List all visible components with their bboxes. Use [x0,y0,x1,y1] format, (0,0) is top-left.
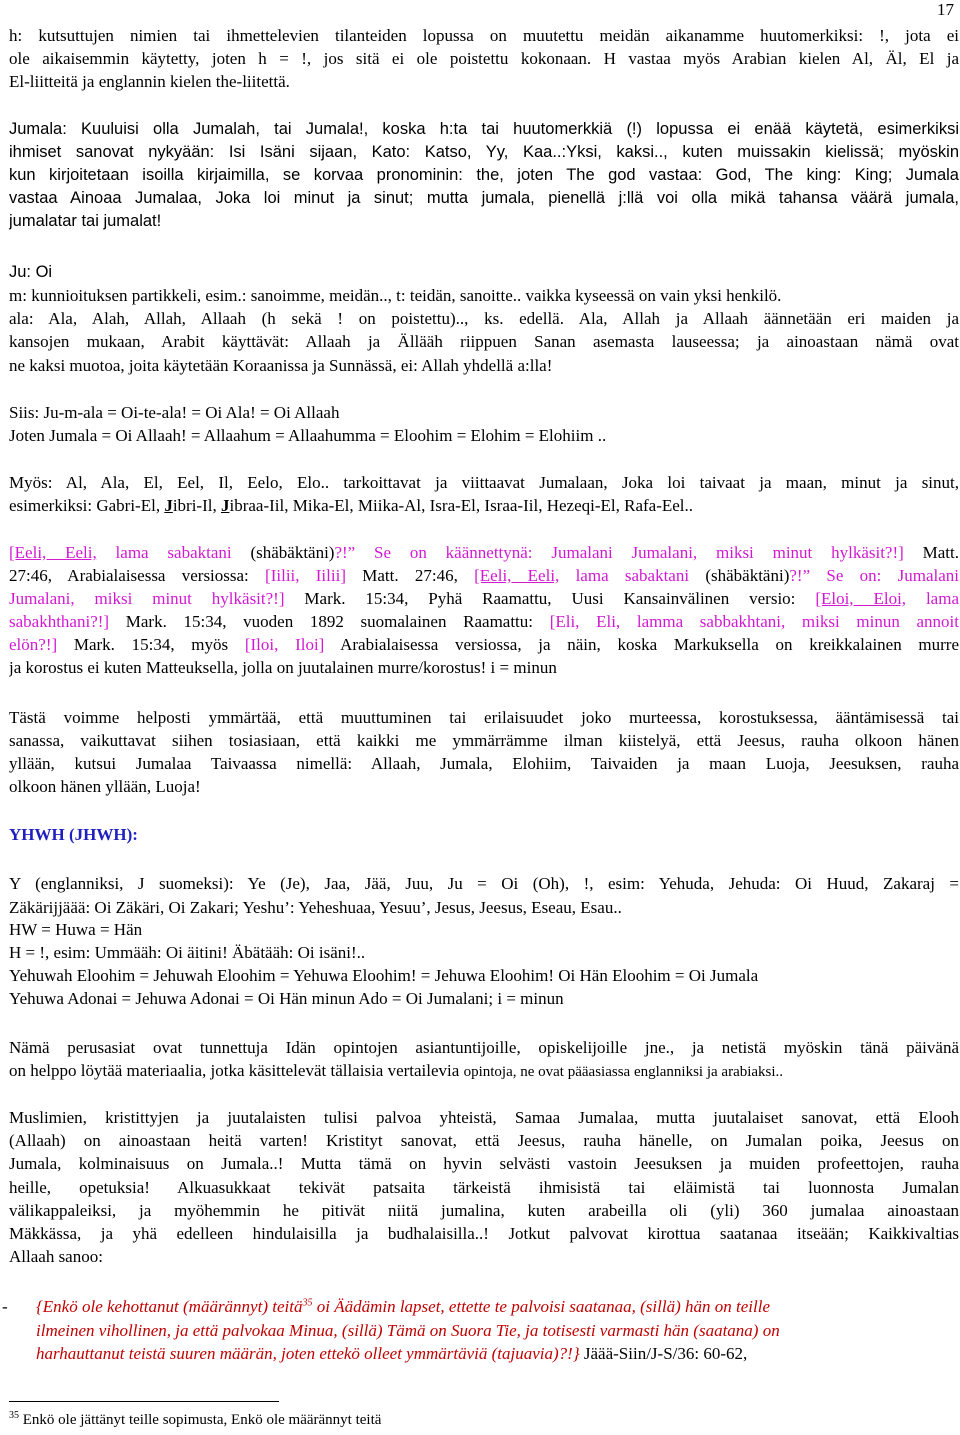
text-run: lama sabaktani [559,566,690,585]
text-line [9,634,959,656]
text-run: [Iloi, Iloi] [244,635,325,654]
text-line: ihmiset sanovat nykyään: Isi Isäni sijaan, Kato: Katso, Yy, Kaa..:Yksi, kaksi.., kuten muissakin kielissä; myöskin [9,143,959,161]
text-line [9,588,959,610]
text-run: Matt. 27:46, [346,566,475,585]
text-line: ne kaksi muotoa, joita käytetään Koraanissa ja Sunnässä, ei: Allah yhdellä a:lla! [9,356,553,375]
text-line: Mäkkässa, ja yhä edelleen hindulaisilla ja budhalaisilla..! Jotkut palvovat kirottua saatanaa itseään; Kaikkivaltias [9,1224,959,1243]
text-line: ja korostus ei kuten Matteuksella, jolla on juutalainen murre/korostus! i = minun [9,658,557,677]
text-line [9,542,959,564]
text-line: ole aikaisemmin käytetty, joten h = !, jos sitä ei ole poistettu kokonaan. H vastaa myös Arabian kielen Al, Äl, El ja [9,49,959,68]
text-line: Joten Jumala = Oi Allaah! = Allaahum = Allaahumma = Eloohim = Elohim = Elohiim .. [9,426,607,445]
text-line: Yehuwa Adonai = Jehuwa Adonai = Oi Hän minun Ado = Oi Jumalani; i = minun [9,989,564,1008]
text-line: sanassa, vaikuttavat siihen tosiasiaan, että kaikki me ymmärrämme ilman kiistelyä, että Jeesus, rauha olkoon hänen [9,731,959,750]
text-line: Zäkärijjäää: Oi Zäkäri, Oi Zakari; Yeshu’: Yeheshuaa, Yesuu’, Jesus, Jeesus, Eseau, Esau.. [9,898,622,917]
text-run: J [164,496,173,515]
text-line: HW = Huwa = Hän [9,920,143,939]
text-line: Tästä voimme helposti ymmärtää, että muuttuminen tai erilaisuudet joko murteessa, korostuksessa, ääntämisessä tai [9,708,959,727]
text-line: jumalatar tai jumalat! [9,212,162,230]
text-run: (shäbäktäni) [231,543,335,562]
text-line: heille, opetuksia! Alkuasukkaat tekivät patsaita tärkeistä ihmisistä tai eläimistä tai luonnosta Jumalan [9,1178,959,1197]
text-line: Y (englanniksi, J suomeksi): Ye (Je), Jaa, Jää, Juu, Ju = Oi (Oh), !, esim: Yehuda, Jehuda: Oi Huud, Zakaraj = [9,874,959,893]
text-line: El-liitteitä ja englannin kielen the-liitettä. [9,72,290,91]
text-line: yllään, kutsui Jumalaa Taivaassa nimellä: Allaah, Jumala, Elohiim, Taivaiden ja maan Luoja, Jeesuksen, rauha [9,754,959,773]
text-line: m: kunnioituksen partikkeli, esim.: sanoimme, meidän.., t: teidän, sanoitte.. vaikka kyseessä on vain yksi henkilö. [9,286,782,305]
text-run: Mark. 15:34, Pyhä Raamattu, Uusi Kansainvälinen versio: [284,589,816,608]
text-line: Jumala: Kuuluisi olla Jumalah, tai Jumala!, koska h:ta tai huutomerkkiä (!) lopussa ei enää käytetä, esimerkiksi [9,120,959,138]
text-line: kansojen mukaan, Arabit käyttävät: Allaah ja Ällääh riippuen Sanan asemasta lauseessa; ja ainoastaan nämä ovat [9,332,959,351]
text-run: {Enkö ole kehottanut (määrännyt) teitä [36,1297,303,1316]
list-dash: - [2,1297,8,1316]
text-line: välikappaleiksi, ja myöhemmin he pitivät niitä jumalina, kuten arabeilla oli (yli) 360 jumalaa ainoastaan [9,1201,959,1220]
text-run: Arabialaisessa versiossa, ja näin, koska Markuksella on kreikkalainen murre [324,635,959,654]
footnote-text: Enkö ole jättänyt teille sopimusta, Enkö ole määrännyt teitä [19,1412,382,1428]
text-run: J [220,496,230,515]
text-run: Jumalani, miksi minut hylkäsit?!] [9,589,285,608]
text-line [9,1060,959,1083]
text-run: opintoja, ne ovat pääasiassa englanniksi ja arabiaksi.. [463,1064,784,1080]
text-run: ibraa-Iil, Mika-El, Miika-Al, Isra-El, Israa-Iil, Hezeqi-El, Rafa-Eel.. [229,496,694,515]
text-run: Matt. [903,543,959,562]
text-run: (shäbäktäni) [689,566,790,585]
text-line: kun kirjoitetaan isoilla kirjaimilla, se korvaa pronominin: the, joten The god vastaa: God, The king: King; Jumala [9,166,959,184]
text-run: ?!” Se on käännettynä: Jumalani Jumalani, miksi minut hylkäsit?!] [334,543,904,562]
text-run: [Eeli, Eeli, [474,566,560,585]
text-run: [Eli, Eli, lamma sabbakhtani, miksi minun annoit [549,612,959,631]
text-line: Nämä perusasiat ovat tunnettuja Idän opintojen asiantuntijoille, opiskelijoille jne., ja netistä myöskin tänä päivänä [9,1038,959,1057]
text-line: h: kutsuttujen nimien tai ihmettelevien tilanteiden lopussa on muutettu meidän aikanamme huutomerkiksi: !, jota ei [9,26,959,45]
text-line: (Allaah) on ainoastaan heitä varten! Kristityt sanovat, että Jeesus, rauha hänelle, on Jumalan poika, Jeesus on [9,1131,959,1150]
text-run: ibri-Il, [172,496,221,515]
text-line: Yehuwah Eloohim = Jehuwah Eloohim = Yehuwa Eloohim! = Jehuwa Eloohim! Oi Hän Eloohim = Oi Jumala [9,966,759,985]
text-run: esimerkiksi: Gabri-El, [9,496,165,515]
quote-line: ilmeinen vihollinen, ja että palvokaa Minua, (sillä) Tämä on Suora Tie, ja totisesti varmasti hän (saatana) on [36,1321,780,1340]
text-line: vastaa Ainoaa Jumalaa, Joka loi minut ja sinut; mutta jumala, pienellä j:llä voi olla mikä tahansa väärä jumala, [9,189,959,207]
text-run: elön?!] [9,635,58,654]
text-line: H = !, esim: Ummääh: Oi äitini! Äbätääh: Oi isäni!.. [9,943,366,962]
footnote-number: 35 [9,1410,19,1421]
text-run: sabakhthani?!] [9,612,110,631]
footnote-separator [9,1401,279,1402]
text-run: [Eloi, Eloi, [815,589,907,608]
text-line [9,565,959,587]
text-line: Muslimien, kristittyjen ja juutalaisten tulisi palvoa yhteistä, Samaa Jumalaa, mutta juutalaiset sanovat, että Elooh [9,1108,959,1127]
text-line: olkoon hänen yllään, Luoja! [9,777,201,796]
text-line: Jumala, kolminaisuus on Jumala..! Mutta tämä on hyvin selvästi vastoin Jeesuksen ja muiden profeettojen, rauha [9,1154,959,1173]
footnote [9,1410,381,1430]
text-run: ?!” Se on: Jumalani [789,566,959,585]
text-run: Jäää-Siin/J-S/36: 60-62, [579,1344,748,1363]
text-run: lama sabaktani [96,543,232,562]
text-run: oi Äädämin lapset, ettette te palvoisi saatanaa, (sillä) hän on teille [312,1297,770,1316]
text-run: [Eeli, Eeli, [9,543,97,562]
text-run: Mark. 15:34, myös [57,635,245,654]
text-line: Myös: Al, Ala, El, Eel, Il, Eelo, Elo.. tarkoittavat ja viittaavat Jumalaan, Joka loi taivaat ja maan, minut ja sinut, [9,473,959,492]
text-run: Mark. 15:34, vuoden 1892 suomalainen Raamattu: [109,612,550,631]
text-line [9,495,959,517]
quote-line [36,1343,956,1365]
text-run: [Iilii, Iilii] [265,566,346,585]
text-line [9,611,959,633]
page-number: 17 [937,0,954,19]
text-line: Allaah sanoo: [9,1247,103,1266]
section-heading: YHWH (JHWH): [9,825,138,844]
text-run: lama [906,589,959,608]
footnote-ref[interactable]: 35 [302,1297,313,1309]
text-line: Ju: Oi [9,263,53,281]
text-run: 27:46, Arabialaisessa versiossa: [9,566,266,585]
text-run: harhauttanut teistä suuren määrän, joten ettekö olleet ymmärtäviä (tajuavia)?!} [36,1344,580,1363]
text-line: ala: Ala, Alah, Allah, Allaah (h sekä ! on poistettu).., ks. edellä. Ala, Allah ja Allaah äännetään eri maiden ja [9,309,959,328]
text-run: on helppo löytää materiaalia, jotka käsittelevät tällaisia vertailevia [9,1061,464,1080]
text-line: Siis: Ju-m-ala = Oi-te-ala! = Oi Ala! = Oi Allaah [9,403,340,422]
quote-line [36,1296,956,1318]
